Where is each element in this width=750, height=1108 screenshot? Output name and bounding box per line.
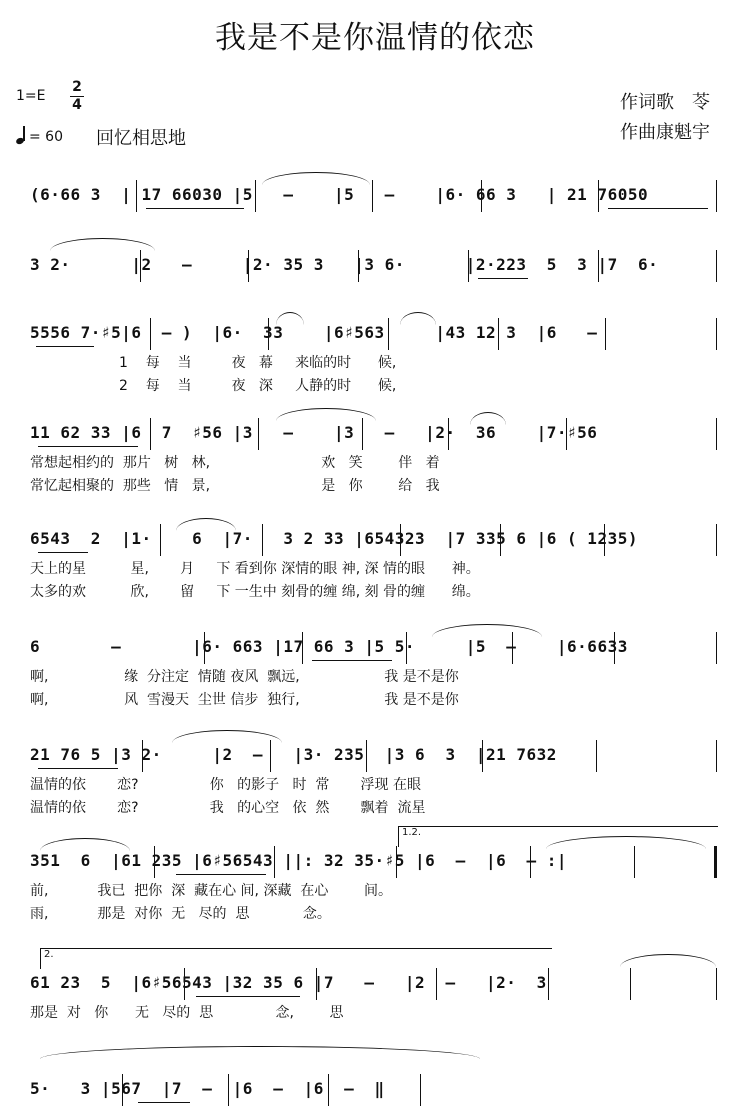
quarter-note-icon	[16, 126, 25, 144]
barline	[274, 846, 275, 878]
barline	[388, 318, 389, 350]
key-signature: 1=E	[16, 88, 46, 104]
staff-system-2	[0, 250, 750, 290]
barline	[160, 524, 161, 556]
barline	[366, 740, 367, 772]
barline	[204, 632, 205, 664]
beam-underline	[38, 446, 138, 447]
barline	[530, 846, 531, 878]
barline	[328, 1074, 329, 1106]
barline	[362, 418, 363, 450]
staff-system-9	[0, 949, 750, 1021]
barline	[150, 418, 151, 450]
notation-line: 61 23 5 |6♯56543 |32 35 6 |7 – |2 – |2· 3	[30, 973, 547, 992]
time-signature-bottom: 4	[72, 97, 82, 113]
barline	[605, 318, 606, 350]
lyric-verse-2: 啊, 风 雪漫天 尘世 信步 独行, 我 是不是你	[30, 692, 459, 708]
barline	[150, 318, 151, 350]
barline	[400, 524, 401, 556]
slur	[470, 412, 506, 425]
barline	[268, 318, 269, 350]
lyric-verse-1: 那是 对 你 无 尽的 思 念, 思	[30, 1005, 344, 1021]
lyric-verse-1: 温情的依 恋? 你 的影子 时 常 浮现 在眼	[30, 777, 421, 793]
lyric-verse-2: 太多的欢 欣, 留 下 一生中 刻骨的缠 绵, 刻 骨的缠 绵。	[30, 584, 480, 600]
song-title: 我是不是你温情的依恋	[215, 20, 535, 56]
time-signature	[70, 80, 84, 113]
notation-line: 11 62 33 |6 7 ♯56 |3 – |3 – |2· 36 |7·♯56	[30, 423, 598, 442]
barline	[716, 180, 717, 212]
slur	[432, 624, 542, 637]
barline	[716, 632, 717, 664]
barline	[406, 632, 407, 664]
staff-system-8	[0, 827, 750, 926]
staff-system-7	[0, 740, 750, 820]
barline	[270, 740, 271, 772]
barline	[436, 968, 437, 1000]
barline	[634, 846, 635, 878]
staff-system-5	[0, 524, 750, 604]
slur	[176, 518, 236, 531]
barline	[716, 318, 717, 350]
lyric-verse-2: 雨, 那是 对你 无 尽的 思 念。	[30, 906, 331, 922]
barline	[716, 524, 717, 556]
notation-line: 21 76 5 |3 2· |2 – |3· 235 |3 6 3 |21 7632	[30, 745, 557, 764]
barline	[630, 968, 631, 1000]
staff-system-10	[0, 1074, 750, 1106]
barline	[716, 418, 717, 450]
barline	[500, 524, 501, 556]
slur	[400, 312, 436, 325]
beam-underline	[176, 874, 266, 875]
beam-underline	[38, 768, 118, 769]
slur	[262, 172, 370, 185]
composer-credit: 作曲康魁宇	[620, 122, 710, 143]
lyric-verse-1: 啊, 缘 分注定 情随 夜风 飘远, 我 是不是你	[30, 669, 459, 685]
barline	[228, 1074, 229, 1106]
lyric-verse-2: 2 每 当 夜 深 人静的时 候,	[30, 378, 397, 394]
beam-underline	[146, 208, 244, 209]
barline	[358, 250, 359, 282]
barline	[372, 180, 373, 212]
lyricist-credit: 作词歌 苓	[620, 92, 710, 113]
barline	[614, 632, 615, 664]
barline	[420, 1074, 421, 1106]
barline	[468, 250, 469, 282]
barline	[248, 250, 249, 282]
staff-system-3	[0, 318, 750, 398]
barline	[716, 250, 717, 282]
barline	[316, 968, 317, 1000]
barline	[122, 1074, 123, 1106]
lyric-verse-1: 前, 我已 把你 深 藏在心 间, 深藏 在心 间。	[30, 883, 392, 899]
barline	[154, 846, 155, 878]
slur	[620, 954, 716, 967]
staff-system-4	[0, 418, 750, 498]
staff-system-1	[0, 180, 750, 220]
barline	[255, 180, 256, 212]
barline	[136, 180, 137, 212]
barline	[548, 968, 549, 1000]
lyric-verse-1: 天上的星 星, 月 下 看到你 深情的眼 神, 深 情的眼 神。	[30, 561, 480, 577]
lyric-verse-1: 1 每 当 夜 幕 来临的时 候,	[30, 355, 397, 371]
staff-system-6	[0, 632, 750, 712]
slur	[50, 238, 155, 251]
tempo-marking	[16, 126, 63, 145]
barline	[140, 250, 141, 282]
barline	[262, 524, 263, 556]
beam-underline	[196, 996, 300, 997]
time-signature-top: 2	[72, 79, 82, 95]
slur	[40, 838, 130, 851]
notation-line: 6 – |6· 663 |17 66 3 |5 5· |5 – |6·6633	[30, 637, 628, 656]
barline	[598, 250, 599, 282]
barline	[716, 740, 717, 772]
expression-mark: 回忆相思地	[96, 128, 186, 149]
barline	[142, 740, 143, 772]
barline	[302, 632, 303, 664]
barline	[482, 740, 483, 772]
barline	[481, 180, 482, 212]
beam-underline	[138, 1102, 190, 1103]
lyric-verse-2: 常忆起相聚的 那些 情 景, 是 你 给 我	[30, 478, 440, 494]
barline	[566, 418, 567, 450]
slur	[40, 1046, 480, 1059]
notation-line: 5556 7·♯5|6 – ) |6· 33 |6♯563 |43 12 3 |6 –	[30, 323, 598, 342]
barline	[448, 418, 449, 450]
slur	[276, 312, 304, 325]
barline	[598, 180, 599, 212]
volta-first-ending: 1.2.	[398, 826, 718, 847]
barline	[184, 968, 185, 1000]
notation-line: (6·66 3 | 17 66030 |5 – |5 – |6· 66 3 | 21 76050	[30, 185, 649, 204]
barline	[498, 318, 499, 350]
slur	[276, 408, 376, 421]
beam-underline	[36, 346, 94, 347]
repeat-barline	[714, 846, 717, 878]
barline	[396, 846, 397, 878]
lyric-verse-2: 温情的依 恋? 我 的心空 依 然 飘着 流星	[30, 800, 426, 816]
notation-line: 351 6 |61 235 |6♯56543 ||: 32 35·♯5 |6 – |6 – :|	[30, 851, 568, 870]
barline	[258, 418, 259, 450]
beam-underline	[38, 552, 88, 553]
beam-underline	[608, 208, 708, 209]
barline	[604, 524, 605, 556]
notation-line: 3 2· |2 – |2· 35 3 |3 6· |2·223 5 3 |7 6·	[30, 255, 659, 274]
lyric-verse-1: 常想起相约的 那片 树 林, 欢 笑 伴 着	[30, 455, 440, 471]
slur	[172, 730, 282, 743]
notation-line: 5· 3 |567 |7 – |6 – |6 – ‖	[30, 1079, 385, 1098]
beam-underline	[478, 278, 528, 279]
barline	[596, 740, 597, 772]
beam-underline	[312, 660, 392, 661]
barline	[716, 968, 717, 1000]
notation-line: 6543 2 |1· 6 |7· 3 2 33 |654323 |7 335 6 |6 ( 1235)	[30, 529, 638, 548]
tempo-value: = 60	[29, 129, 63, 145]
volta-second-ending: 2.	[40, 948, 552, 969]
